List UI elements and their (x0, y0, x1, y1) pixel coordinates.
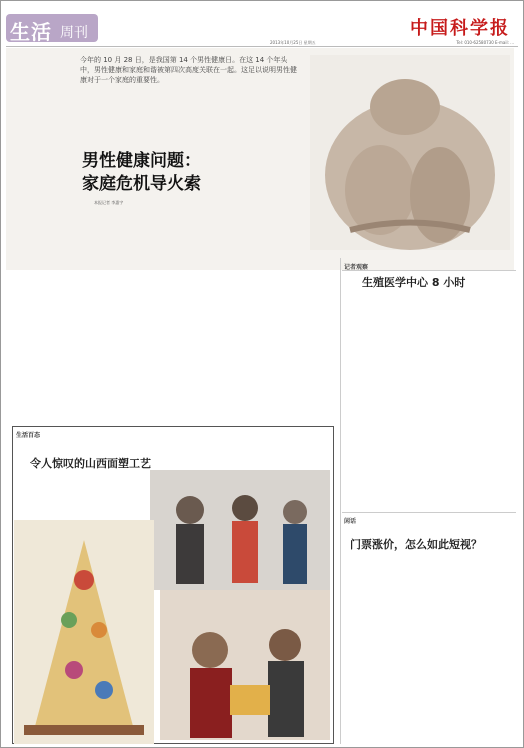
sidebar-title-2: 门票涨价，怎么如此短视？ (350, 538, 482, 551)
byline: 本报记者 李惠宇 (94, 200, 124, 205)
section-sub: 周刊 (60, 25, 88, 41)
sidebar-column-2 (432, 296, 516, 506)
masthead (0, 0, 524, 46)
lead-figure-image (310, 55, 510, 250)
sidebar-title-1: 生殖医学中心 8 小时 (362, 276, 466, 289)
column-divider (340, 258, 341, 744)
gallery-caption (22, 476, 150, 516)
article-column-1 (12, 226, 112, 422)
paper-logo: 中国科学报 (410, 18, 510, 39)
gallery-tag: 生活百态 (16, 432, 41, 439)
gallery-photo-artisan (160, 590, 330, 740)
sidebar-column-1 (344, 296, 428, 506)
top-rule (6, 46, 518, 47)
sidebar-column-3 (344, 560, 428, 742)
headline (82, 150, 201, 196)
sidebar-tag-2: 闲话 (344, 518, 357, 525)
sidebar-rule-1 (342, 270, 516, 271)
sidebar-rule-2 (342, 512, 516, 513)
section-name: 生活 (10, 20, 52, 44)
gallery-photo-sculpture (14, 520, 154, 744)
sidebar-column-4 (432, 560, 516, 742)
headline-line-1: 男性健康问题： (82, 151, 201, 171)
headline-line-2: 家庭危机导火索 (82, 174, 201, 194)
gallery-photo-crowd (150, 470, 330, 590)
sidebar-tag-1: 记者观察 (344, 264, 369, 271)
article-column-3 (226, 226, 336, 422)
date-line: 2013年10月25日 星期五 (270, 40, 316, 45)
contact-line: Tel: 010-62580730 E-mail: ... (456, 40, 514, 45)
gallery-title: 令人惊叹的山西面塑工艺 (30, 457, 151, 470)
lead-quote: 今年的 10 月 28 日，是我国第 14 个男性健康日。在这 14 个年头中，男性健康和家庭和谐被第四次高度关联在一起。这足以说明男性健康对于一个家庭的重要性。 (80, 56, 297, 84)
article-column-2 (118, 226, 218, 422)
